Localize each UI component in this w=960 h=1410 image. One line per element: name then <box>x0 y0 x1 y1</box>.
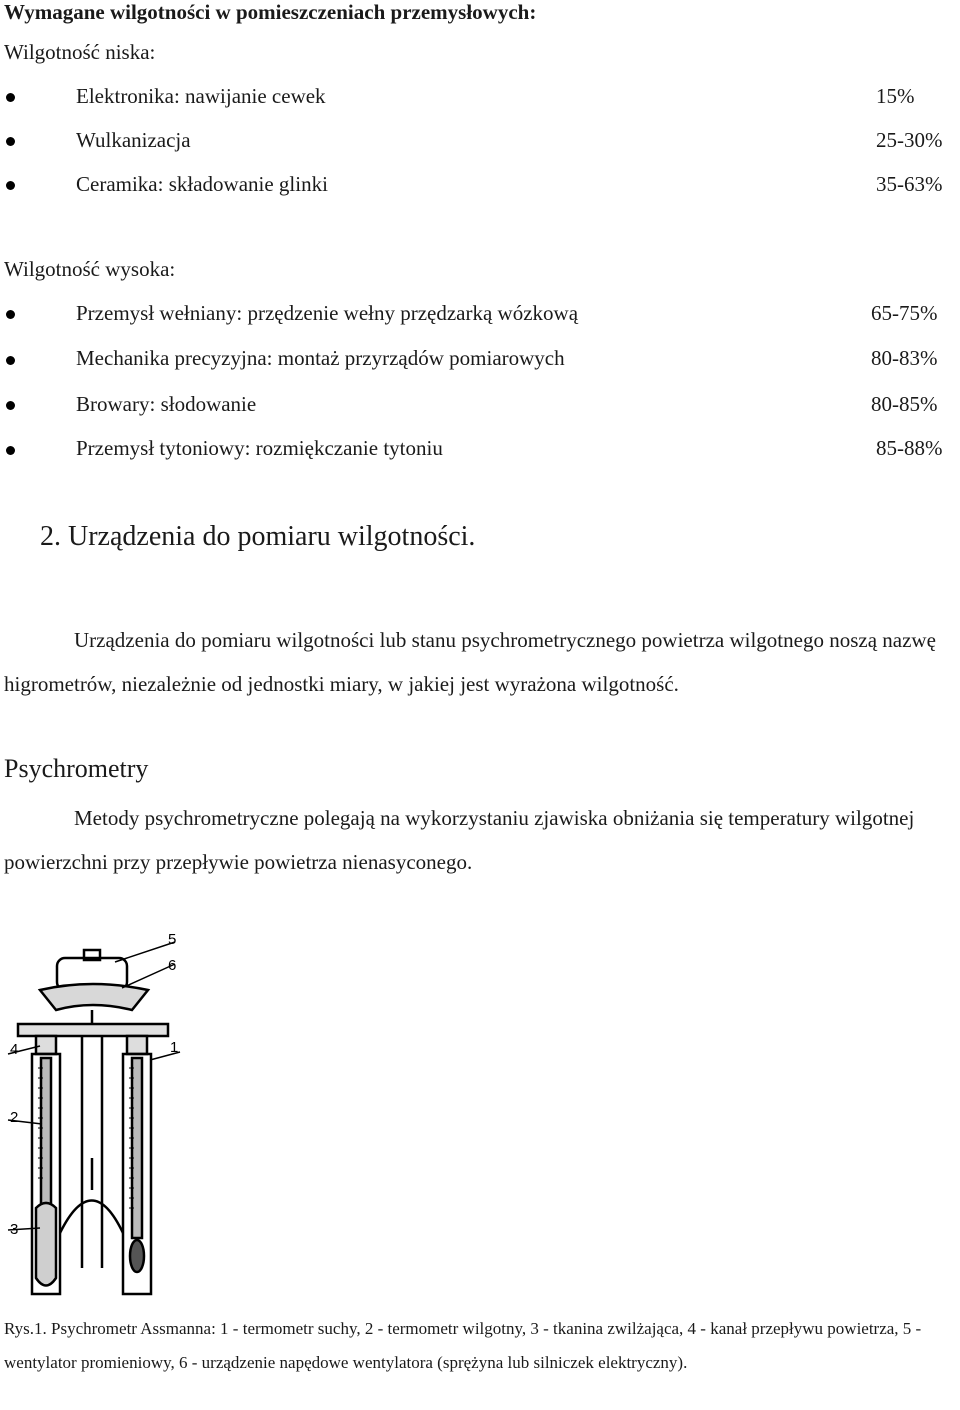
item-name: Ceramika: składowanie glinki <box>76 172 328 196</box>
item-name: Przemysł wełniany: przędzenie wełny przędzarką wózkową <box>76 301 579 325</box>
psychrometry-paragraph <box>4 796 959 884</box>
label-1: 1 <box>170 1039 179 1056</box>
item-value: 80-85% <box>871 392 938 416</box>
label-2: 2 <box>10 1109 19 1126</box>
item-name: Elektronika: nawijanie cewek <box>76 84 326 108</box>
item-value: 80-83% <box>871 346 938 370</box>
top-bar <box>18 1024 168 1036</box>
wetting-fabric <box>36 1203 56 1286</box>
psychrometry-title: Psychrometry <box>4 754 149 783</box>
bullet-icon <box>6 356 15 365</box>
psychrometer-figure <box>0 928 200 1308</box>
item-value: 65-75% <box>871 301 938 325</box>
label-4: 4 <box>10 1041 19 1058</box>
item-name: Mechanika precyzyjna: montaż przyrządów pomiarowych <box>76 346 565 370</box>
low-humidity-label: Wilgotność niska: <box>4 40 156 64</box>
bullet-icon <box>6 401 15 410</box>
item-value: 85-88% <box>876 436 943 460</box>
paragraph-text: Metody psychrometryczne polegają na wykorzystaniu zjawiska obniżania się temperatury wilgotnej powierzchni przy przepływie powietrza nienasyconego. <box>4 806 915 874</box>
section-title: 2. Urządzenia do pomiaru wilgotności. <box>40 521 476 552</box>
item-name: Wulkanizacja <box>76 128 191 152</box>
label-3: 3 <box>10 1221 19 1238</box>
item-name: Browary: słodowanie <box>76 392 257 416</box>
section-paragraph <box>4 618 959 706</box>
label-6: 6 <box>168 957 177 974</box>
item-value: 35-63% <box>876 172 943 196</box>
item-value: 15% <box>876 84 915 108</box>
bullet-icon <box>6 310 15 319</box>
item-name: Przemysł tytoniowy: rozmiękczanie tytoniu <box>76 436 443 460</box>
bullet-icon <box>6 93 15 102</box>
bullet-icon <box>6 181 15 190</box>
radial-fan <box>40 984 148 1010</box>
bullet-icon <box>6 137 15 146</box>
figure-caption: Rys.1. Psychrometr Assmanna: 1 - termometr suchy, 2 - termometr wilgotny, 3 - tkanina zwilżająca, 4 - kanał przepływu powietrza, 5 - wentylator promieniowy, 6 - urządzenie napędowe wentylatora (sprężyna lub silniczek elektryczny). <box>4 1319 922 1372</box>
high-humidity-label: Wilgotność wysoka: <box>4 257 176 281</box>
item-value: 25-30% <box>876 128 943 152</box>
bullet-icon <box>6 446 15 455</box>
page-heading: Wymagane wilgotności w pomieszczeniach przemysłowych: <box>4 0 537 24</box>
paragraph-text: Urządzenia do pomiaru wilgotności lub stanu psychrometrycznego powietrza wilgotnego noszą nazwę higrometrów, niezależnie od jednostki miary, w jakiej jest wyrażona wilgotność. <box>4 628 936 696</box>
wet-thermometer <box>41 1058 51 1208</box>
label-5: 5 <box>168 931 177 948</box>
